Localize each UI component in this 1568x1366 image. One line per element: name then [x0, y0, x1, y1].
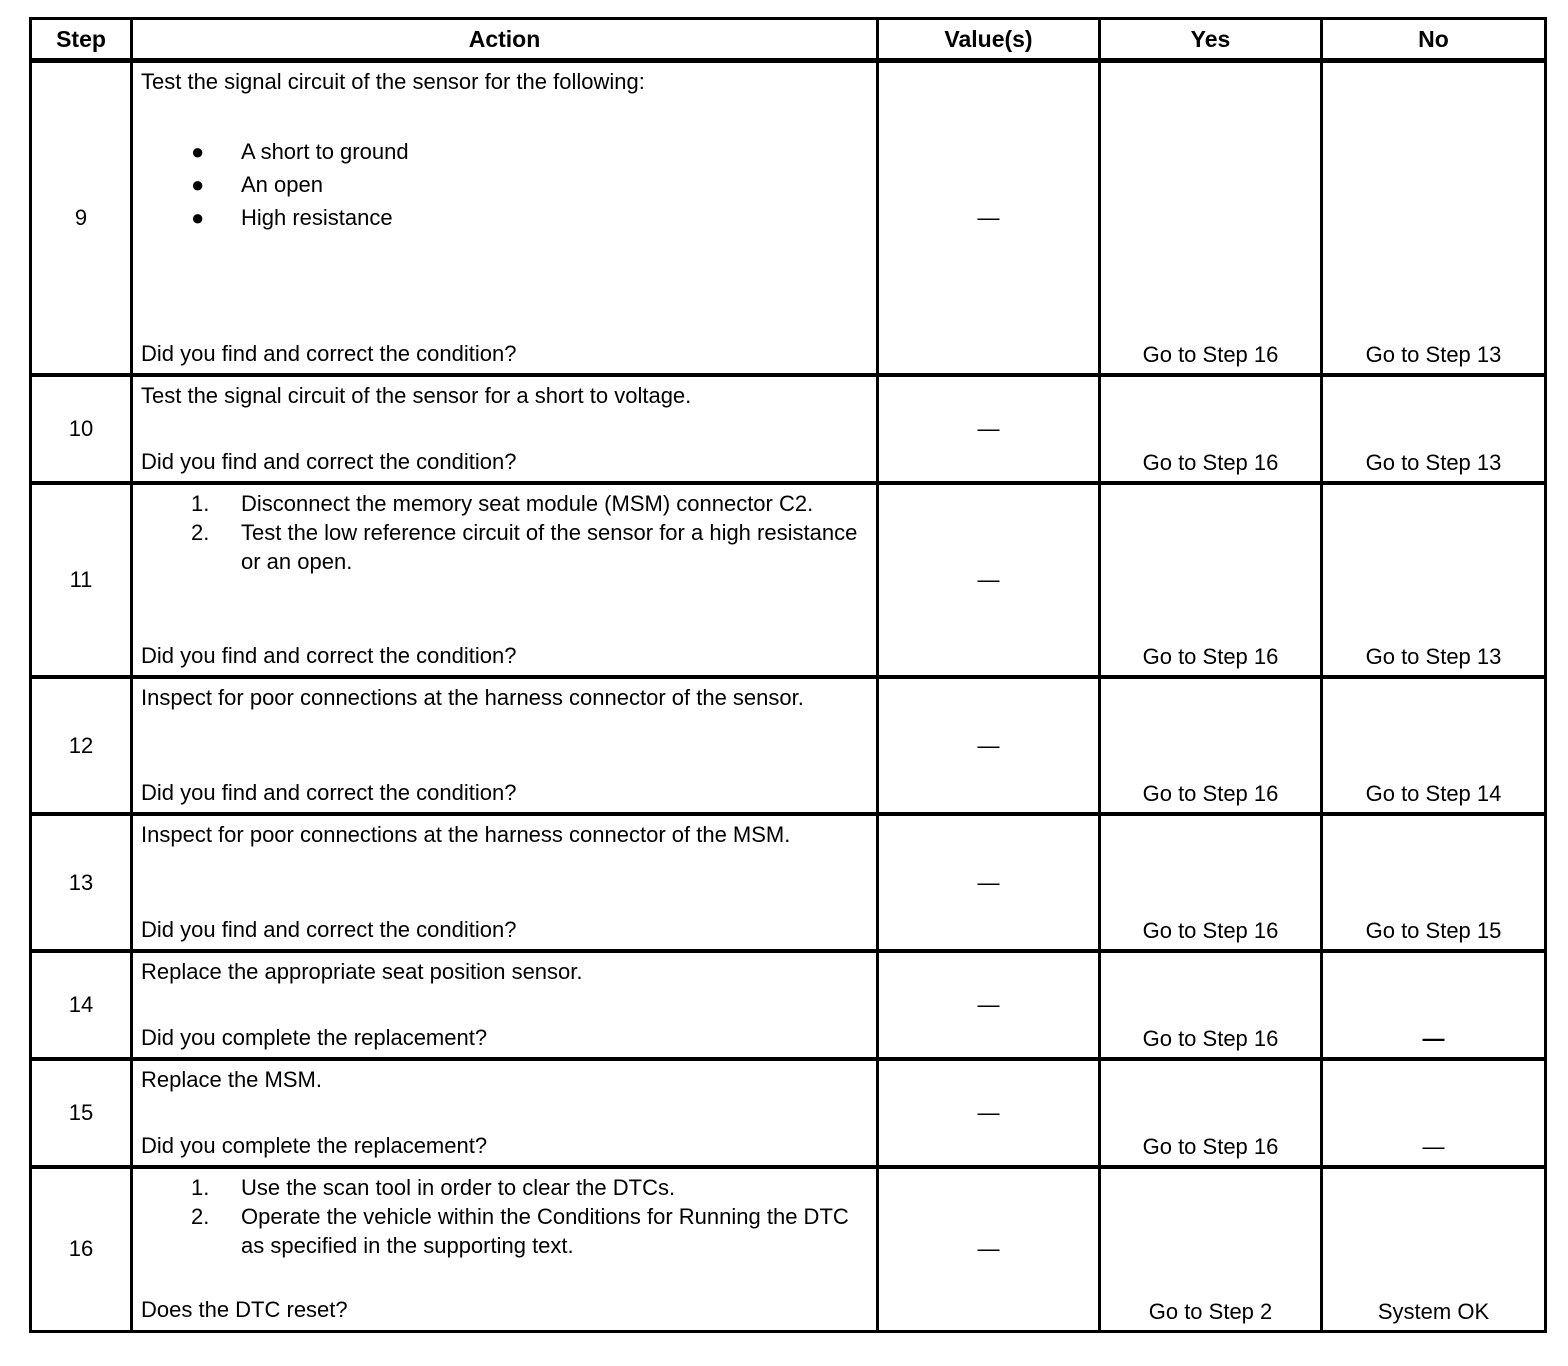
action-question: Did you find and correct the condition? [141, 449, 517, 474]
list-item: ● High resistance [141, 201, 870, 234]
list-item: ● A short to ground [141, 135, 870, 168]
yes-cell [1100, 677, 1322, 814]
no-cell [1322, 375, 1546, 483]
list-item: 1. Disconnect the memory seat module (MSM) connector C2. [191, 491, 814, 516]
list-item: 2. Operate the vehicle within the Conditions for Running the DTC as specified in the supporting text. [191, 1204, 849, 1258]
action-question: Did you find and correct the condition? [141, 341, 517, 366]
value-cell: — [878, 375, 1100, 483]
action-question: Did you complete the replacement? [141, 1133, 488, 1158]
list-item: 1. Use the scan tool in order to clear the DTCs. [191, 1175, 676, 1200]
table-row [31, 951, 1546, 1059]
value-cell: — [878, 677, 1100, 814]
yes-answer: Go to Step 16 [1142, 1026, 1279, 1051]
yes-answer: Go to Step 2 [1148, 1298, 1273, 1324]
no-answer: Go to Step 14 [1365, 781, 1502, 806]
value-cell: — [878, 814, 1100, 951]
action-cell [132, 677, 878, 814]
no-cell [1322, 814, 1546, 951]
header-no: No [1322, 19, 1546, 61]
no-cell [1322, 677, 1546, 814]
action-text: Replace the MSM. [141, 1067, 322, 1092]
no-answer: Go to Step 13 [1365, 644, 1502, 669]
step-number: 11 [31, 483, 132, 677]
no-answer: — [1422, 1026, 1445, 1051]
action-cell [132, 814, 878, 951]
value-cell: — [878, 61, 1100, 376]
no-cell [1322, 951, 1546, 1059]
table-row [31, 1167, 1546, 1331]
no-cell [1322, 483, 1546, 677]
yes-cell [1100, 951, 1322, 1059]
value-cell: — [878, 483, 1100, 677]
value-cell: — [878, 951, 1100, 1059]
step-number: 13 [31, 814, 132, 951]
action-question: Did you find and correct the condition? [141, 643, 517, 668]
yes-cell [1100, 1167, 1322, 1331]
action-question: Did you find and correct the condition? [141, 917, 517, 942]
action-cell [132, 375, 878, 483]
header-action: Action [132, 19, 878, 61]
yes-answer: Go to Step 16 [1142, 450, 1279, 475]
yes-cell [1100, 61, 1322, 376]
no-cell [1322, 61, 1546, 376]
yes-answer: Go to Step 16 [1142, 781, 1279, 806]
action-question: Did you complete the replacement? [141, 1025, 488, 1050]
action-question: Does the DTC reset? [141, 1297, 348, 1322]
no-answer: Go to Step 13 [1365, 450, 1502, 475]
header-step: Step [31, 19, 132, 61]
bullet-icon: ● [191, 139, 205, 164]
no-cell [1322, 1167, 1546, 1331]
header-row [31, 19, 1546, 61]
action-cell [132, 1167, 878, 1331]
table-row [31, 677, 1546, 814]
header-values: Value(s) [878, 19, 1100, 61]
action-text: Inspect for poor connections at the harness connector of the MSM. [141, 822, 791, 847]
numbered-list [141, 1173, 870, 1260]
yes-answer: Go to Step 16 [1142, 644, 1279, 669]
table-row [31, 61, 1546, 376]
table-row [31, 1059, 1546, 1167]
yes-cell [1100, 375, 1322, 483]
yes-answer: Go to Step 16 [1142, 1134, 1279, 1159]
step-number: 16 [31, 1167, 132, 1331]
bullet-icon: ● [191, 172, 205, 197]
numbered-list [141, 489, 870, 576]
no-answer: System OK [1377, 1298, 1490, 1324]
table-row [31, 375, 1546, 483]
yes-answer: Go to Step 16 [1142, 342, 1279, 367]
no-answer: Go to Step 15 [1365, 918, 1502, 943]
diagnostic-table [29, 17, 1547, 1333]
step-number: 12 [31, 677, 132, 814]
list-item: 2. Test the low reference circuit of the sensor for a high resistance or an open. [191, 520, 858, 574]
no-answer: Go to Step 13 [1365, 342, 1502, 367]
yes-answer: Go to Step 16 [1142, 918, 1279, 943]
step-number: 10 [31, 375, 132, 483]
value-cell: — [878, 1167, 1100, 1331]
action-text: Inspect for poor connections at the harness connector of the sensor. [141, 685, 804, 710]
table-row [31, 483, 1546, 677]
no-cell [1322, 1059, 1546, 1167]
action-cell [132, 483, 878, 677]
bullet-list [141, 135, 870, 234]
step-number: 9 [31, 61, 132, 376]
step-number: 15 [31, 1059, 132, 1167]
action-text: Replace the appropriate seat position sensor. [141, 959, 583, 984]
table-row [31, 814, 1546, 951]
no-answer: — [1422, 1134, 1445, 1159]
yes-cell [1100, 814, 1322, 951]
yes-cell [1100, 1059, 1322, 1167]
list-item: ● An open [141, 168, 870, 201]
header-yes: Yes [1100, 19, 1322, 61]
yes-cell [1100, 483, 1322, 677]
value-cell: — [878, 1059, 1100, 1167]
action-question: Did you find and correct the condition? [141, 780, 517, 805]
action-text: Test the signal circuit of the sensor for a short to voltage. [141, 383, 692, 408]
action-text: Test the signal circuit of the sensor for the following: [141, 69, 645, 94]
bullet-icon: ● [191, 205, 205, 230]
action-cell [132, 1059, 878, 1167]
action-cell [132, 61, 878, 376]
action-cell [132, 951, 878, 1059]
step-number: 14 [31, 951, 132, 1059]
